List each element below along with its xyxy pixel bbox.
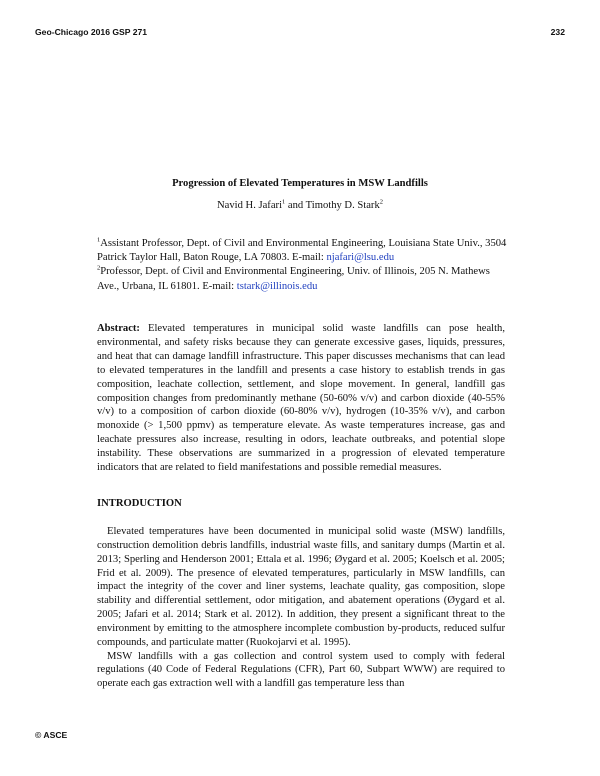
affiliation-text: Professor, Dept. of Civil and Environmental Engineering, Univ. of Illinois, 205 N. Mathews Ave., Urbana, IL 61801. E-mail:: [97, 266, 490, 292]
author-name: Navid H. Jafari: [217, 200, 283, 211]
author-name: Timothy D. Stark: [305, 200, 380, 211]
copyright-footer: © ASCE: [35, 730, 68, 740]
affiliation-text: Assistant Professor, Dept. of Civil and Environmental Engineering, Louisiana State Univ., 3504 Patrick Taylor Hall, Baton Rouge, LA 70803. E-mail:: [97, 238, 507, 264]
affiliations: [97, 237, 507, 294]
affiliation-superscript: 1: [97, 236, 101, 244]
page-number: 232: [550, 27, 565, 37]
author-superscript: 2: [379, 198, 383, 206]
affiliation: [97, 265, 507, 293]
email-link[interactable]: tstark@illinois.edu: [236, 280, 318, 292]
author-joiner: and: [285, 200, 306, 211]
author-line: [0, 200, 600, 211]
section-heading: INTRODUCTION: [97, 498, 182, 509]
affiliation: [97, 237, 507, 265]
paragraph: MSW landfills with a gas collection and control system used to comply with federal regulations (40 Code of Federal Regulations (CFR), Part 60, Subpart WWW) are required to operate each gas extraction well with a landfill gas temperature less than: [97, 650, 505, 690]
paper-title: Progression of Elevated Temperatures in MSW Landfills: [172, 178, 428, 189]
email-link[interactable]: njafari@lsu.edu: [326, 252, 395, 264]
abstract: [97, 322, 505, 475]
author-superscript: 1: [282, 198, 286, 206]
section-body: [97, 525, 505, 691]
abstract-label: Abstract:: [97, 323, 140, 334]
abstract-text: Elevated temperatures in municipal solid waste landfills can pose health, environmental, and safety risks because they can generate excessive gases, liquids, pressures, and heat that can damage landfill infrastructure. This paper discusses mechanisms that can lead to elevated temperatures in the landfill and presents a case history to establish trends in gas composition, leachate collection, settlement, and slope movement. In general, landfill gas composition changes from predominantly methane (50-60% v/v) and carbon dioxide (40-55% v/v) to a composition of carbon dioxide (60-80% v/v), hydrogen (10-35% v/v), and carbon monoxide (> 1,500 ppmv) as temperature elevate. As waste temperatures increase, gas and leachate pressures also increase, resulting in odors, leachate outbreaks, and potential slope instability. These observations are summarized in a progression of elevated temperature indicators that are related to field manifestations and possible remedial measures.: [97, 323, 505, 474]
affiliation-superscript: 2: [97, 264, 101, 272]
running-header: Geo-Chicago 2016 GSP 271: [35, 27, 148, 37]
paragraph: Elevated temperatures have been documented in municipal solid waste (MSW) landfills, construction demolition debris landfills, industrial waste fills, and sanitary dumps (Martin et al. 2013; Sperling and Henderson 2001; Ettala et al. 1996; Øygard et al. 2005; Koelsch et al. 2005; Frid et al. 2009). The presence of elevated temperatures, particularly in MSW landfills, can impact the integrity of the cover and liner systems, leachate quality, gas composition, slope stability and differential settlement, odor mitigation, and abatement operations (Øygard et al. 2005; Jafari et al. 2014; Stark et al. 2012). In addition, they present a significant threat to the environment by emitting to the atmosphere incomplete combustion by-products, reduced sulfur compounds, and particulate matter (Ruokojarvi et al. 1995).: [97, 526, 505, 648]
